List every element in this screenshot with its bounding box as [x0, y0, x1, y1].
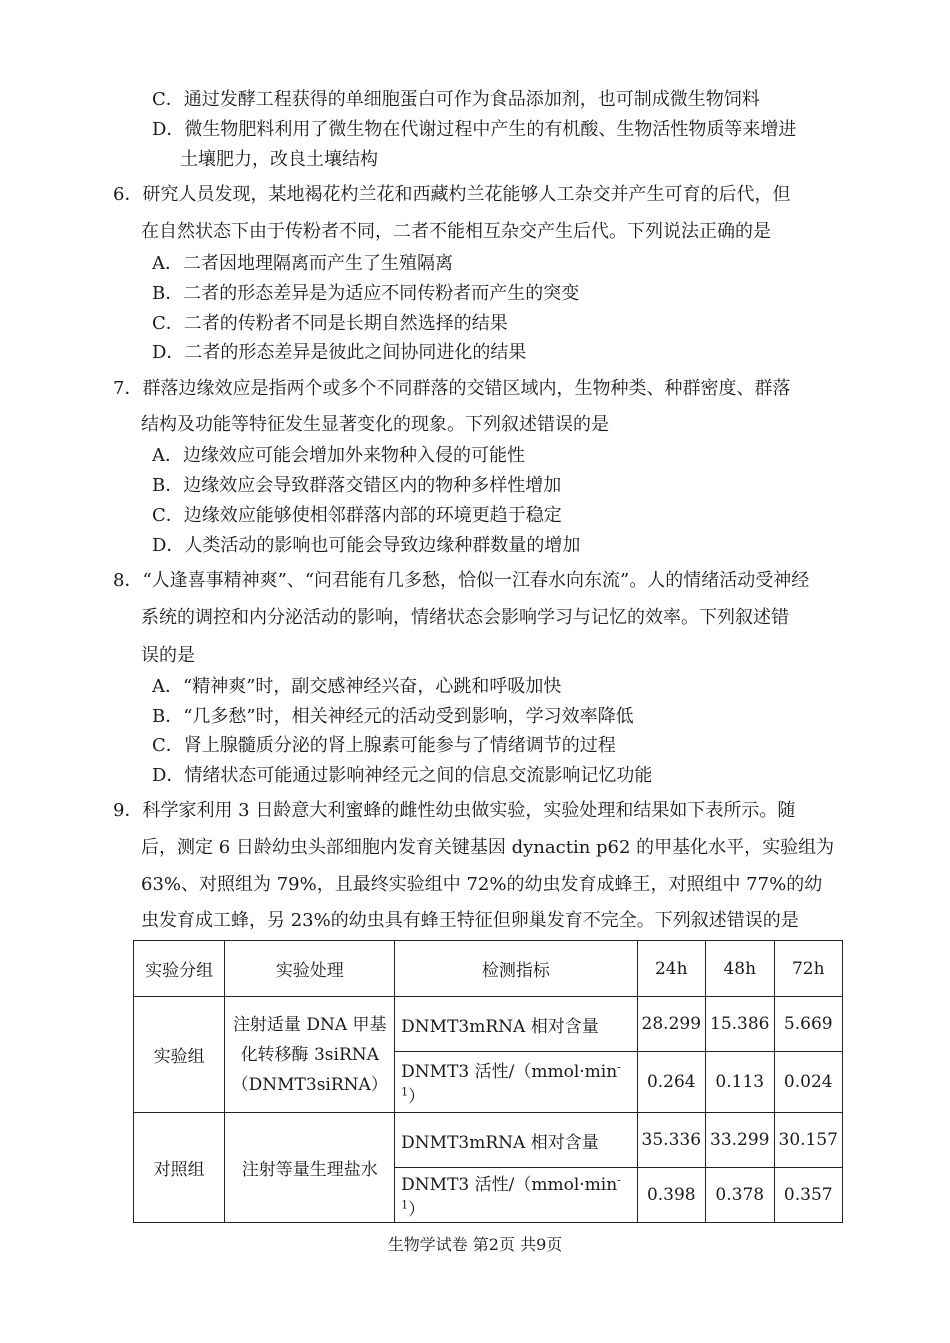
table-header-row: [134, 941, 843, 997]
header-metric: 检测指标: [395, 941, 637, 997]
page-footer: 生物学试卷 第2页 共9页: [387, 1235, 563, 1254]
metric-activity-sup: -1: [401, 1060, 621, 1099]
value-cell: 15.386: [706, 997, 774, 1052]
q8-option-c: C．肾上腺髓质分泌的肾上腺素可能参与了情绪调节的过程: [152, 735, 616, 756]
metric-activity-text: DNMT3 活性/（mmol·min: [401, 1062, 618, 1082]
exp-treatment-line3: （DNMT3siRNA）: [231, 1074, 388, 1095]
q7-stem: 7．群落边缘效应是指两个或多个不同群落的交错区域内，生物种类、种群密度、群落: [113, 378, 791, 399]
q9-stem: 9．科学家利用 3 日龄意大利蜜蜂的雌性幼虫做实验，实验处理和结果如下表所示。随: [113, 800, 796, 821]
table-row: [134, 1113, 843, 1168]
q8-option-a: A．“精神爽”时，副交感神经兴奋，心跳和呼吸加快: [152, 676, 562, 697]
q8-stem: 8．“人逢喜事精神爽”、“问君能有几多愁，恰似一江春水向东流”。人的情绪活动受神经: [113, 570, 810, 591]
metric-mrna: DNMT3mRNA 相对含量: [395, 997, 637, 1052]
q6-option-a: A．二者因地理隔离而产生了生殖隔离: [152, 253, 453, 274]
q9-stem-cont2: 63%、对照组为 79%，且最终实验组中 72%的幼虫发育成蜂王，对照组中 77%的幼: [141, 874, 823, 895]
header-24h: 24h: [637, 941, 705, 997]
exp-treatment-line2: 化转移酶 3siRNA: [240, 1044, 379, 1065]
q7-stem-cont: 结构及功能等特征发生显著变化的现象。下列叙述错误的是: [141, 414, 609, 435]
exp-group-cell: 实验组: [134, 997, 225, 1113]
value-cell: 0.357: [774, 1168, 843, 1223]
q8-stem-cont2: 误的是: [141, 645, 195, 666]
metric-activity-end: ）: [408, 1200, 426, 1220]
q9-stem-cont: 后，测定 6 日龄幼虫头部细胞内发育关键基因 dynactin p62 的甲基化水平，实验组为: [141, 837, 835, 858]
value-cell: 0.264: [637, 1052, 705, 1113]
value-cell: 0.024: [774, 1052, 843, 1113]
q6-option-b: B．二者的形态差异是为适应不同传粉者而产生的突变: [152, 283, 580, 304]
q5-option-c: C．通过发酵工程获得的单细胞蛋白可作为食品添加剂，也可制成微生物饲料: [152, 89, 760, 110]
q8-option-d: D．情绪状态可能通过影响神经元之间的信息交流影响记忆功能: [152, 765, 653, 786]
q6-option-c: C．二者的传粉者不同是长期自然选择的结果: [152, 313, 508, 334]
value-cell: 0.113: [706, 1052, 774, 1113]
q6-option-d: D．二者的形态差异是彼此之间协同进化的结果: [152, 342, 527, 363]
q7-option-d: D．人类活动的影响也可能会导致边缘种群数量的增加: [152, 535, 581, 556]
q7-option-b: B．边缘效应会导致群落交错区内的物种多样性增加: [152, 475, 562, 496]
ctrl-treatment-cell: 注射等量生理盐水: [225, 1113, 395, 1223]
q8-stem-cont: 系统的调控和内分泌活动的影响，情绪状态会影响学习与记忆的效率。下列叙述错: [141, 607, 789, 628]
metric-activity-end: ）: [408, 1087, 426, 1107]
q9-stem-cont3: 虫发育成工蜂，另 23%的幼虫具有蜂王特征但卵巢发育不完全。下列叙述错误的是: [141, 910, 799, 931]
header-group: 实验分组: [134, 941, 225, 997]
value-cell: 0.378: [706, 1168, 774, 1223]
metric-activity-sup: -1: [401, 1173, 621, 1212]
metric-activity: [395, 1168, 637, 1223]
table-row: [134, 997, 843, 1052]
q7-option-c: C．边缘效应能够使相邻群落内部的环境更趋于稳定: [152, 505, 562, 526]
value-cell: 0.398: [637, 1168, 705, 1223]
metric-mrna: DNMT3mRNA 相对含量: [395, 1113, 637, 1168]
q5-option-d: D．微生物肥料利用了微生物在代谢过程中产生的有机酸、生物活性物质等来增进: [152, 119, 797, 140]
q7-option-a: A．边缘效应可能会增加外来物种入侵的可能性: [152, 445, 525, 466]
value-cell: 33.299: [706, 1113, 774, 1168]
q6-stem-cont: 在自然状态下由于传粉者不同，二者不能相互杂交产生后代。下列说法正确的是: [141, 221, 771, 242]
exp-treatment-line1: 注射适量 DNA 甲基: [232, 1014, 387, 1035]
experiment-table: [133, 940, 843, 1223]
value-cell: 30.157: [774, 1113, 843, 1168]
value-cell: 28.299: [637, 997, 705, 1052]
metric-activity-text: DNMT3 活性/（mmol·min: [401, 1175, 618, 1195]
exp-treatment-cell: [225, 997, 395, 1113]
value-cell: 5.669: [774, 997, 843, 1052]
q6-stem: 6．研究人员发现，某地褐花杓兰花和西藏杓兰花能够人工杂交并产生可育的后代，但: [113, 184, 791, 205]
header-72h: 72h: [774, 941, 843, 997]
header-treatment: 实验处理: [225, 941, 395, 997]
value-cell: 35.336: [637, 1113, 705, 1168]
ctrl-group-cell: 对照组: [134, 1113, 225, 1223]
q8-option-b: B．“几多愁”时，相关神经元的活动受到影响，学习效率降低: [152, 706, 634, 727]
metric-activity: [395, 1052, 637, 1113]
header-48h: 48h: [706, 941, 774, 997]
q5-option-d-cont: 土壤肥力，改良土壤结构: [180, 149, 378, 170]
